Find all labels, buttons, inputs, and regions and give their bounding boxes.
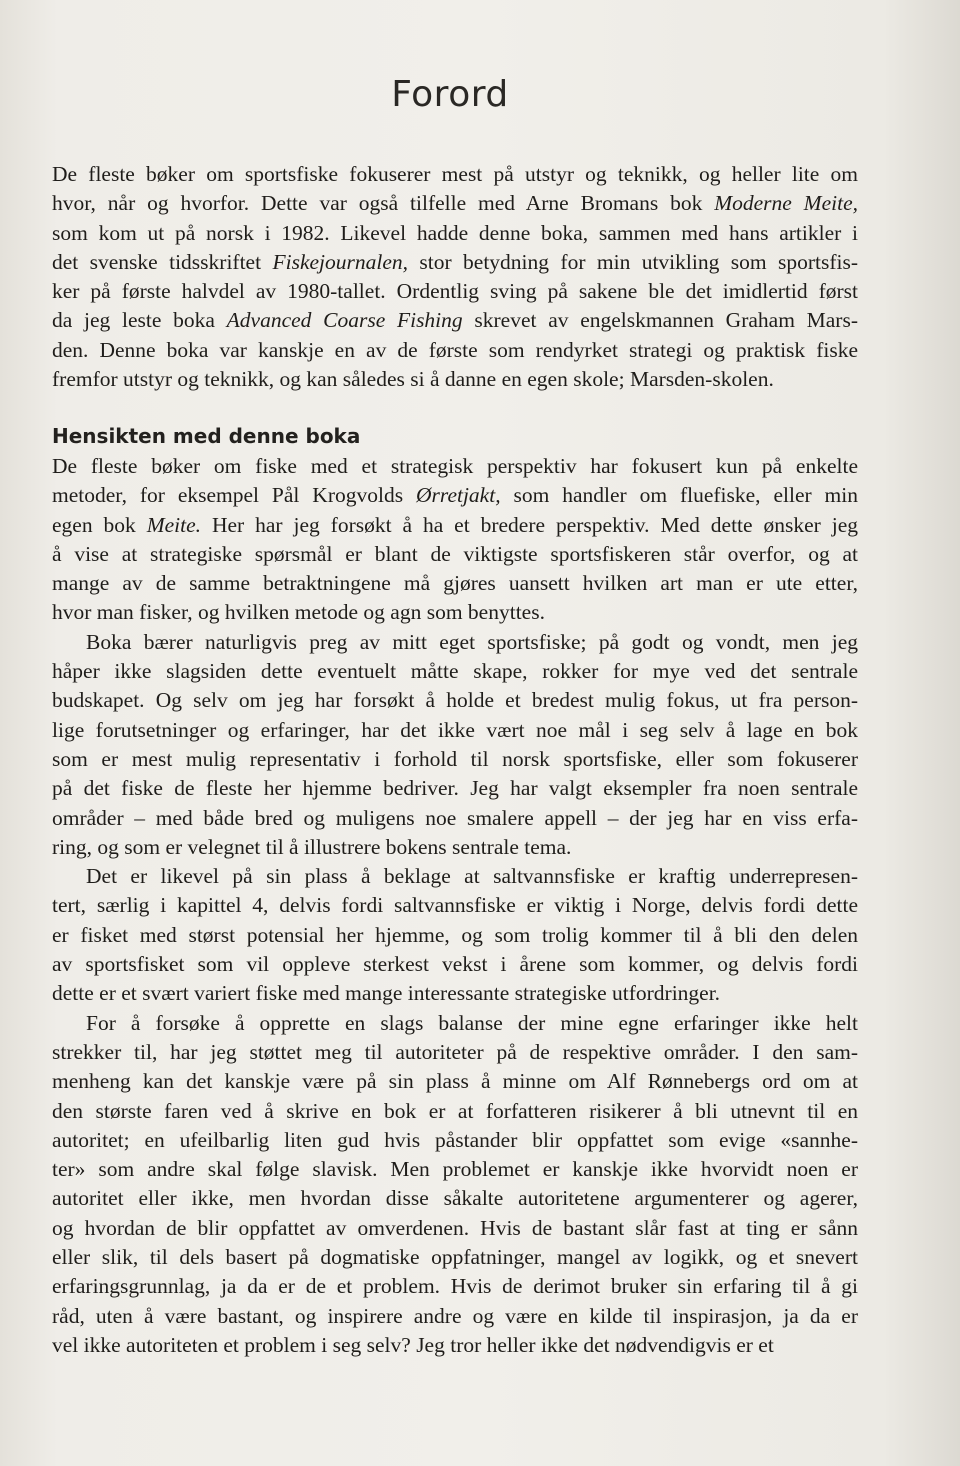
text-segment: For å forsøke å opprette en slags balanse der mine egne erfaringer ikke helt xyxy=(86,1010,858,1035)
text-segment: budskapet. Og selv om jeg har forsøkt å holde et bredest mulig fokus, ut fra person- xyxy=(52,688,858,713)
text-line xyxy=(52,1184,858,1213)
text-line xyxy=(52,804,858,833)
text-segment: den største faren ved å skrive en bok er at forfatteren risikerer å bli utnevnt til en xyxy=(52,1098,858,1123)
text-segment: på det fiske de fleste her hjemme bedriver. Jeg har valgt eksempler fra noen sentrale xyxy=(52,776,858,801)
text-segment: og hvordan de blir oppfattet av omverdenen. Hvis de bastant slår fast at ting er sånn xyxy=(52,1215,858,1240)
text-line xyxy=(52,189,858,218)
text-line xyxy=(52,569,858,598)
text-segment: skrevet av engelskmannen Graham Mars- xyxy=(462,308,858,333)
text-line xyxy=(52,452,858,481)
text-segment: De fleste bøker om fiske med et strategisk perspektiv har fokusert kun på enkelte xyxy=(52,454,858,478)
text-line xyxy=(52,306,858,335)
intro-paragraph xyxy=(52,160,858,394)
text-line xyxy=(52,628,858,657)
text-segment: menheng kan det kanskje være på sin plass å minne om Alf Rønnebergs ord om at xyxy=(52,1069,858,1094)
text-segment: ter» som andre skal følge slavisk. Men problemet er kanskje ikke hvorvidt noen er xyxy=(52,1157,858,1182)
text-line xyxy=(52,1272,858,1301)
text-line xyxy=(52,598,858,627)
text-segment: vel ikke autoriteten et problem i seg selv? Jeg tror heller ikke det nødvendigvis er et xyxy=(52,1332,774,1357)
text-segment: som handler om fluefiske, eller min xyxy=(500,483,859,508)
italic-title: Ørretjakt, xyxy=(415,483,501,508)
text-segment: dette er et svært variert fiske med mange interessante strategiske utfordringer. xyxy=(52,981,721,1006)
text-segment: eller slik, til dels basert på dogmatiske oppfatninger, mangel av logikk, og et snevert xyxy=(52,1245,858,1270)
text-segment: det svenske tidsskriftet xyxy=(52,249,273,274)
section-body xyxy=(52,452,858,1360)
text-line xyxy=(52,336,858,365)
text-segment: råd, uten å være bastant, og inspirere andre og være en kilde til inspirasjon, ja da er xyxy=(52,1303,858,1328)
text-segment: da jeg leste boka xyxy=(52,308,227,333)
text-segment: håper ikke slagsiden dette eventuelt måtte skape, rokker for mye ved det sentrale xyxy=(52,659,858,684)
text-line xyxy=(52,1009,858,1038)
italic-title: Moderne Meite, xyxy=(714,191,858,216)
text-segment: som er mest mulig representativ i forhold til norsk sportsfiske, eller som fokuserer xyxy=(52,746,858,771)
text-line xyxy=(52,1067,858,1096)
text-line xyxy=(52,365,858,394)
text-line xyxy=(52,219,858,248)
text-segment: som kom ut på norsk i 1982. Likevel hadde denne boka, sammen med hans artikler i xyxy=(52,220,858,245)
text-segment: å vise at strategiske spørsmål er blant de viktigste sportsfiskeren står overfor, og at xyxy=(52,541,858,566)
text-segment: ker på første halvdel av 1980-tallet. Ordentlig sving på sakene ble det imidlertid først xyxy=(52,279,858,304)
text-line xyxy=(52,540,858,569)
text-line xyxy=(52,277,858,306)
text-line xyxy=(52,1126,858,1155)
text-segment: stor betydning for min utvikling som sportsfis- xyxy=(408,249,858,274)
page-title: Forord xyxy=(391,74,509,115)
text-segment: Boka bærer naturligvis preg av mitt eget sportsfiske; på godt og vondt, men jeg xyxy=(86,629,858,654)
text-segment: metoder, for eksempel Pål Krogvolds xyxy=(52,483,416,508)
text-line xyxy=(52,891,858,920)
text-segment: hvor man fisker, og hvilken metode og agn som benyttes. xyxy=(52,600,545,625)
text-line xyxy=(52,1097,858,1126)
text-segment: De fleste bøker om sportsfiske fokuserer mest på utstyr og teknikk, og heller lite om xyxy=(52,162,858,186)
text-segment: egen bok xyxy=(52,512,147,537)
text-segment: mange av de samme betraktningene må gjøres uansett hvilken art man er ute etter, xyxy=(52,571,858,596)
text-line xyxy=(52,248,858,277)
text-segment: Her har jeg forsøkt å ha et bredere perspektiv. Med dette ønsker jeg xyxy=(201,512,858,537)
text-line xyxy=(52,1038,858,1067)
text-segment: Det er likevel på sin plass å beklage at saltvannsfiske er kraftig underrepresen- xyxy=(86,864,858,889)
text-segment: er fisket med størst potensial her hjemme, og som trolig kommer til å bli den delen xyxy=(52,922,858,947)
text-segment: lige forutsetninger og erfaringer, har det ikke vært noe mål i seg selv å lage en bok xyxy=(52,717,858,742)
text-line xyxy=(52,745,858,774)
text-line xyxy=(52,979,858,1008)
text-segment: hvor, når og hvorfor. Dette var også tilfelle med Arne Bromans bok xyxy=(52,191,715,216)
italic-title: Meite. xyxy=(146,512,202,537)
text-segment: erfaringsgrunnlag, ja da er de et problem. Hvis de derimot bruker sin erfaring til å gi xyxy=(52,1274,858,1299)
text-segment: av sportsfisket som vil oppleve sterkest vekst i årene som kommer, og delvis fordi xyxy=(52,952,858,977)
text-line xyxy=(52,950,858,979)
text-line xyxy=(52,1302,858,1331)
italic-title: Fiskejournalen, xyxy=(272,249,409,274)
text-line xyxy=(52,716,858,745)
italic-title: Advanced Coarse Fishing xyxy=(226,308,463,333)
text-line xyxy=(52,862,858,891)
text-segment: tert, særlig i kapittel 4, delvis fordi saltvannsfiske er viktig i Norge, delvis fordi dette xyxy=(52,893,858,918)
text-segment: områder – med både bred og muligens noe smalere appell – der jeg har en viss erfa- xyxy=(52,805,858,830)
text-segment: den. Denne boka var kanskje en av de første som rendyrket strategi og praktisk fiske xyxy=(52,337,858,362)
text-line xyxy=(52,686,858,715)
text-line xyxy=(52,160,858,189)
text-segment: ring, og som er velegnet til å illustrere bokens sentrale tema. xyxy=(52,834,572,859)
text-line xyxy=(52,511,858,540)
text-line xyxy=(52,921,858,950)
text-segment: strekker til, har jeg støttet meg til autoriteter på de respektive områder. I den sam- xyxy=(52,1039,858,1064)
text-line xyxy=(52,1155,858,1184)
section-heading: Hensikten med denne boka xyxy=(52,424,361,448)
text-segment: autoritet eller ikke, men hvordan disse såkalte autoritetene argumenterer og agerer, xyxy=(52,1186,858,1211)
text-line xyxy=(52,1214,858,1243)
text-segment: fremfor utstyr og teknikk, og kan således si å danne en egen skole; Marsden-skolen. xyxy=(52,367,774,392)
text-line xyxy=(52,1243,858,1272)
text-line xyxy=(52,657,858,686)
text-line xyxy=(52,481,858,510)
text-segment: autoritet; en ufeilbarlig liten gud hvis påstander blir oppfattet som evige «sannhe- xyxy=(52,1127,858,1152)
text-line xyxy=(52,774,858,803)
text-line xyxy=(52,1331,858,1360)
text-line xyxy=(52,833,858,862)
